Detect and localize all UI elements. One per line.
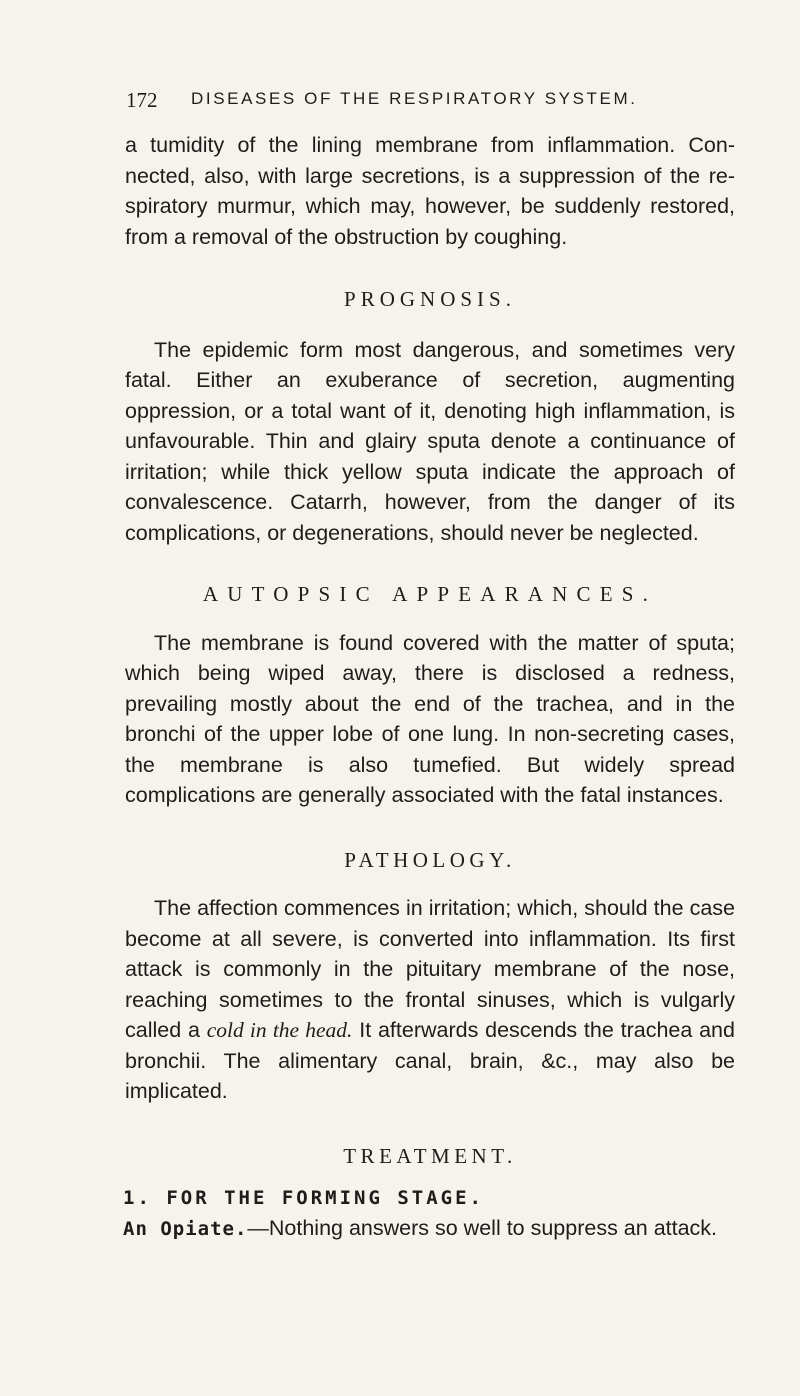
running-title: DISEASES OF THE RESPIRATORY SYSTEM. — [191, 89, 638, 108]
pathology-paragraph — [125, 893, 735, 1107]
prognosis-heading: PROGNOSIS. — [344, 287, 516, 311]
pathology-text-end: It afterwards descends the trachea and bronchii. The alimentary canal, brain, &c., may also be implicated. — [125, 1018, 735, 1103]
intro-line: from a removal of the obstruction by coughing. — [125, 224, 568, 249]
opiate-text: —Nothing answers so well to suppress an attack. — [247, 1216, 718, 1240]
intro-paragraph — [125, 130, 735, 252]
intro-line: nected, also, with large secretions, is a suppression of the re- — [125, 163, 735, 188]
pathology-heading: PATHOLOGY. — [344, 847, 516, 872]
intro-line: spiratory murmur, which may, however, be suddenly restored, — [125, 194, 735, 218]
autopsic-heading: AUTOPSIC APPEARANCES. — [202, 582, 658, 606]
prognosis-paragraph: The epidemic form most dangerous, and sometimes very fatal. Either an exuberance of secretion, augmenting oppression, or a total want of it, denoting high inflammation, is unfavourable. Thin and glairy sputa denote a continuance of irritation; while thick yellow sputa indicate the approach of convalescence. Catarrh, however, from the danger of its complications, or degenerations, should never be neglected. — [125, 337, 735, 545]
forming-stage-subheading: 1. FOR THE FORMING STAGE. — [123, 1187, 484, 1209]
page-number: 172 — [126, 88, 158, 112]
opiate-label: An Opiate. — [123, 1218, 248, 1240]
autopsic-paragraph: The membrane is found covered with the matter of sputa; which being wiped away, there is disclosed a redness, prevailing mostly about the end of the trachea, and in the bronchi of the upper lobe of one lung. In non-secreting cases, the membrane is also tumefied. But widely spread complications are generally associated with the fatal instances. — [125, 630, 735, 807]
treatment-heading: TREATMENT. — [343, 1143, 517, 1168]
intro-line: a tumidity of the lining membrane from inflammation. Con- — [125, 133, 735, 157]
pathology-italic-phrase: cold in the head. — [206, 1018, 353, 1042]
running-head — [126, 88, 726, 118]
pathology-text-start: The affection commences in irritation; which, should the case become at all severe, is converted into inflammation. Its first attack is commonly in the pituitary membrane of the nose, reaching sometimes to the frontal sinuses, which is vulgarly called a — [125, 896, 735, 1042]
opiate-line — [123, 1213, 735, 1244]
body-text — [125, 130, 735, 1244]
